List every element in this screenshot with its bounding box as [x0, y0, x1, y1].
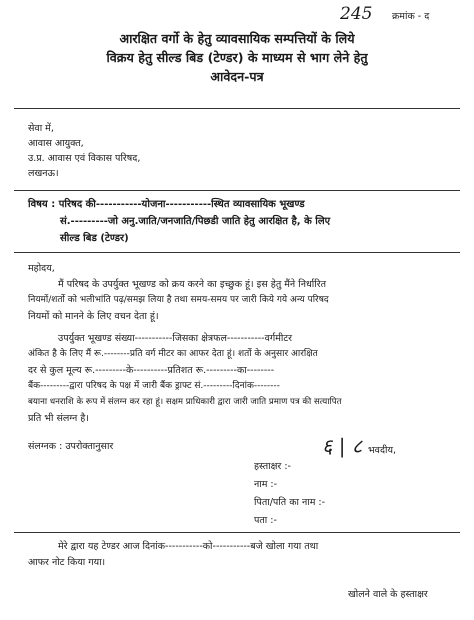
para2-line-4: बैंक---------द्वारा परिषद के पक्ष में जारी बैंक ड्राफ्ट सं.---------दिनांक-------- [28, 381, 280, 391]
divider-top [14, 108, 460, 109]
para2-line-3: दर से कुल मूल्य रू.---------के----------प्रतिशत रू.---------का-------- [28, 365, 275, 376]
para2-line-6: प्रति भी संलग्न है। [28, 413, 89, 424]
title-line-3: आवेदन-पत्र [210, 69, 264, 84]
para1-line-1: मैं परिषद के उपर्युक्त भूखण्ड को क्रय करने का इच्छुक हूं। इस हेतु मैंने निर्धारित [58, 279, 327, 290]
subject-line-2: सं.---------जो अनु.जाति/जनजाति/पिछडी जाति हेतु आरक्षित है, के लिए [60, 216, 331, 227]
divider-subject-top [14, 190, 460, 191]
field-name: नाम :- [254, 479, 278, 490]
address-line-3: उ.प्र. आवास एवं विकास परिषद, [28, 153, 141, 164]
para2-line-2: अंकित है के लिए मैं रू.--------प्रति वर्ग मीटर का आफर देता हूं। शर्तो के अनुसार आरक्षित [28, 349, 318, 359]
title-line-1: आरक्षित वर्गो के हेतु व्यावसायिक सम्पत्तियों के लिये [119, 31, 355, 46]
divider-footer [14, 532, 460, 533]
para2-line-1: उपर्युक्त भूखण्ड संख्या-----------जिसका क्षेत्रफल-----------वर्गमीटर [58, 333, 293, 344]
divider-subject-bottom [14, 252, 460, 253]
title-line-2: विक्रय हेतु सील्ड बिड (टेण्डर) के माध्यम से भाग लेने हेतु [106, 50, 368, 65]
address-line-1: सेवा में, [28, 123, 54, 134]
para1-line-3: नियमों को मानने के लिए वचन देता हूं। [28, 311, 159, 322]
address-line-2: आवास आयुक्त, [28, 138, 84, 149]
handwritten-mark: ६ | ८ [322, 434, 363, 458]
opener-signature: खोलने वाले के हस्ताक्षर [348, 589, 428, 600]
serial-label: क्रमांक - द [392, 11, 430, 22]
para1-line-2: नियमों/शर्तो को भलीभांति पढ़/समझ लिया है तथा समय-समय पर जारी किये गये अन्य परिषद [28, 295, 329, 305]
address-line-4: लखनऊ। [28, 168, 59, 179]
salutation: महोदय, [28, 263, 55, 274]
footer-line-2: आफर नोट किया गया। [28, 557, 106, 568]
yours-faithfully: भवदीय, [368, 445, 396, 456]
subject-line-3: सील्ड बिड (टेण्डर) [60, 233, 129, 244]
field-address: पता :- [254, 515, 277, 526]
subject-line-1: विषय : परिषद की-----------योजना-----------स्थित व्यावसायिक भूखण्ड [28, 199, 305, 210]
page-number: 245 [340, 4, 373, 24]
field-father-husband-name: पिता/पति का नाम :- [254, 497, 326, 508]
footer-line-1: मेरे द्वारा यह टेण्डर आज दिनांक-----------को-----------बजे खोला गया तथा [58, 541, 319, 552]
field-signature: हस्ताक्षर :- [254, 461, 291, 472]
para2-line-5: बयाना धनराशि के रूप में संलग्न कर रहा हूं। सक्षम प्राधिकारी द्वारा जारी जाति प्रमाण पत्र की सत्यापित [28, 397, 342, 407]
enclosure: संलग्नक : उपरोक्तानुसार [28, 441, 114, 452]
